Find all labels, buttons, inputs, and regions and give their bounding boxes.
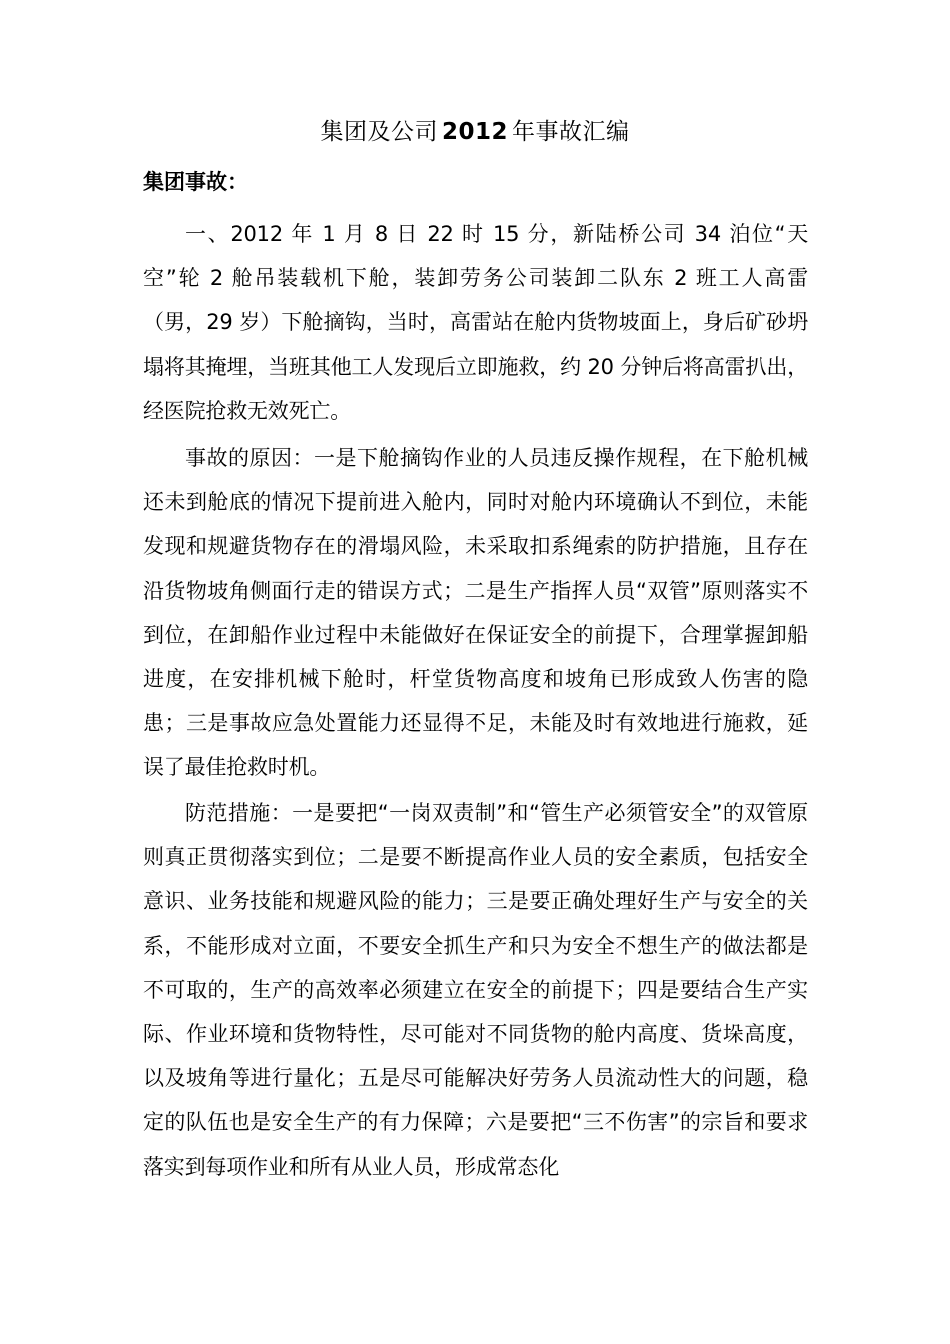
title-year: 2012 <box>441 119 508 145</box>
paragraph-prevention: 防范措施：一是要把“一岗双责制”和“管生产必须管安全”的双管原则真正贯彻落实到位；二是要不断提高作业人员的安全素质，包括安全意识、业务技能和规避风险的能力；三是要正确处理好生产与安全的关系，不能形成对立面，不要安全抓生产和只为安全不想生产的做法都是不可取的，生产的高效率必须建立在安全的前提下；四是要结合生产实际、作业环境和货物特性，尽可能对不同货物的舱内高度、货垛高度，以及坡角等进行量化；五是尽可能解决好劳务人员流动性大的问题，稳定的队伍也是安全生产的有力保障；六是要把“三不伤害”的宗旨和要求落实到每项作业和所有从业人员，形成常态化 <box>143 801 808 1179</box>
section-heading: 集团事故： <box>143 170 248 194</box>
title-prefix: 集团及公司 <box>320 119 438 145</box>
title-suffix: 年事故汇编 <box>512 119 630 145</box>
paragraph-cause: 事故的原因：一是下舱摘钩作业的人员违反操作规程，在下舱机械还未到舱底的情况下提前进入舱内，同时对舱内环境确认不到位，未能发现和规避货物存在的滑塌风险，未采取扣系绳索的防护措施，且存在沿货物坡角侧面行走的错误方式；二是生产指挥人员“双管”原则落实不到位，在卸船作业过程中未能做好在保证安全的前提下，合理掌握卸船进度，在安排机械下舱时，杆堂货物高度和坡角已形成致人伤害的隐患；三是事故应急处置能力还显得不足，未能及时有效地进行施救，延误了最佳抢救时机。 <box>143 446 808 780</box>
paragraph-incident: 一、2012 年 1 月 8 日 22 时 15 分，新陆桥公司 34 泊位“天空”轮 2 舱吊装载机下舱，装卸劳务公司装卸二队东 2 班工人高雷（男，29 岁）下舱摘钩，当时，高雷站在舱内货物坡面上，身后矿砂坍塌将其掩埋，当班其他工人发现后立即施救，约 20 分钟后将高雷扒出，经医院抢救无效死亡。 <box>143 222 808 423</box>
document-title <box>0 112 950 152</box>
